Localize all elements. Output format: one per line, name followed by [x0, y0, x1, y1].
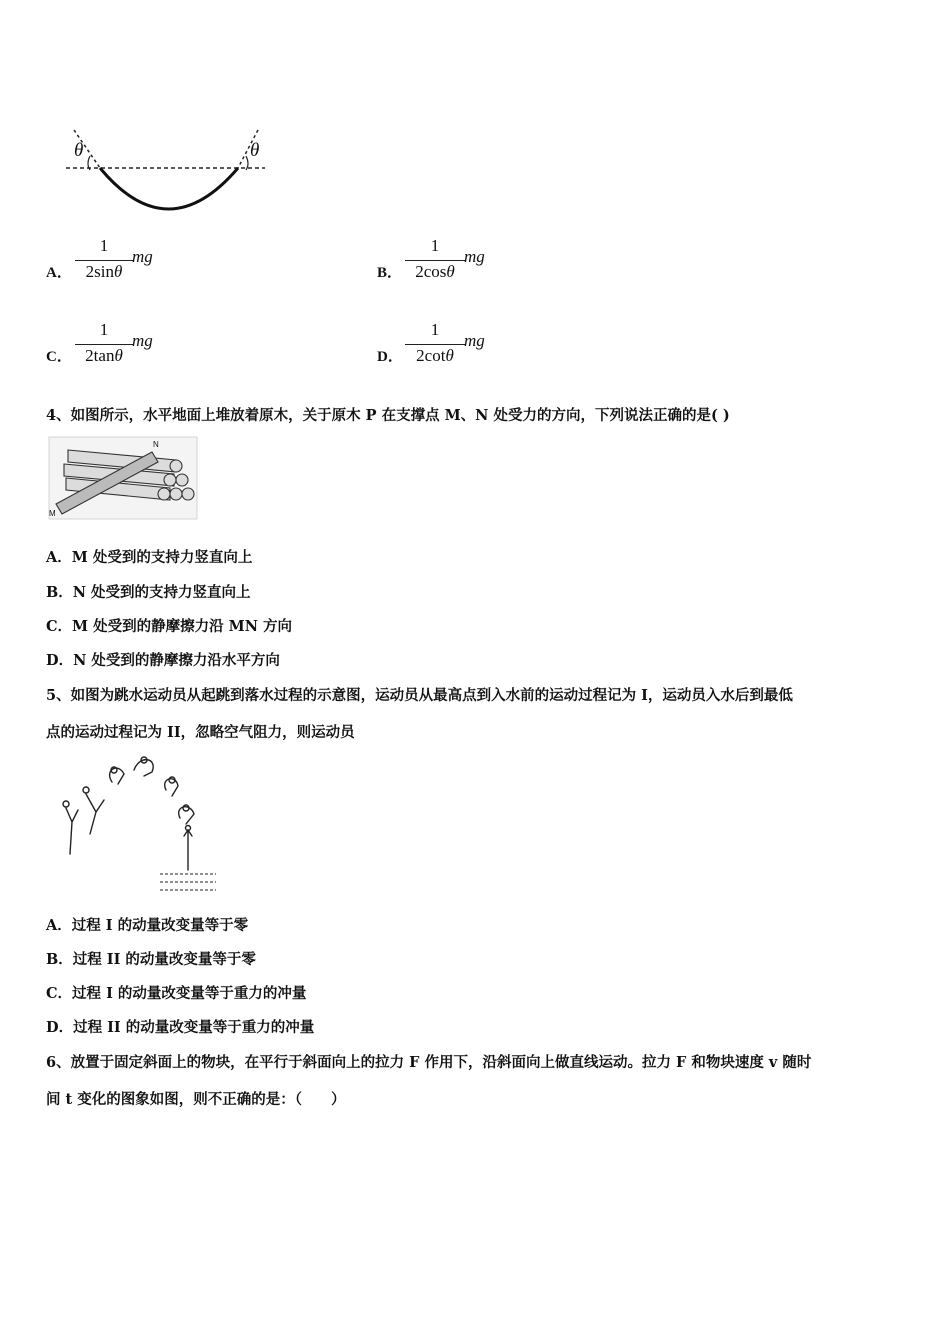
option-letter: C． [46, 349, 72, 365]
denominator: 2tanθ [85, 346, 123, 365]
denominator: 2sinθ [85, 262, 123, 281]
question-4-stem: 4、如图所示，水平地面上堆放着原木，关于原木 P 在支撑点 M、N 处受力的方向，下列说法正确的是( ) [46, 407, 730, 424]
q4-option-a[interactable]: A．M 处受到的支持力竖直向上 [46, 549, 253, 566]
question-6-stem-line1: 6、放置于固定斜面上的物块，在平行于斜面向上的拉力 F 作用下，沿斜面向上做直线运动。拉力 F 和物块速度 v 随时 [46, 1054, 812, 1071]
q5-option-a[interactable]: A．过程 I 的动量改变量等于零 [46, 917, 249, 934]
fraction [75, 320, 133, 368]
fraction-bar [405, 260, 465, 261]
numerator: 1 [430, 236, 440, 255]
numerator: 1 [99, 320, 109, 339]
option-letter: D． [377, 349, 403, 365]
numerator: 1 [99, 236, 109, 255]
option-suffix: mg [464, 331, 485, 350]
q4-option-b[interactable]: B．N 处受到的支持力竖直向上 [46, 584, 251, 601]
option-letter: B． [377, 265, 403, 281]
fraction-bar [75, 344, 133, 345]
angle-label-left: θ [74, 140, 84, 161]
diver-figure [48, 752, 218, 894]
option-letter: A． [46, 265, 72, 281]
option-suffix: mg [464, 247, 485, 266]
fraction [405, 320, 465, 368]
label-n: N [153, 440, 159, 449]
q5-option-d[interactable]: D．过程 II 的动量改变量等于重力的冲量 [46, 1019, 315, 1036]
logs-figure [48, 436, 198, 520]
fraction [75, 236, 133, 284]
fraction-bar [405, 344, 465, 345]
option-suffix: mg [132, 247, 153, 266]
angle-label-right: θ [250, 140, 260, 161]
q4-option-d[interactable]: D．N 处受到的静摩擦力沿水平方向 [46, 652, 280, 669]
option-suffix: mg [132, 331, 153, 350]
denominator: 2cotθ [416, 346, 454, 365]
q5-option-b[interactable]: B．过程 II 的动量改变量等于零 [46, 951, 256, 968]
question-6-stem-line2: 间 t 变化的图象如图，则不正确的是：（ ） [46, 1091, 346, 1108]
denominator: 2cosθ [415, 262, 455, 281]
q5-option-c[interactable]: C．过程 I 的动量改变量等于重力的冲量 [46, 985, 307, 1002]
fraction [405, 236, 465, 284]
question-5-stem-line2: 点的运动过程记为 II，忽略空气阻力，则运动员 [46, 724, 355, 741]
label-m: M [49, 509, 56, 518]
question-5-stem-line1: 5、如图为跳水运动员从起跳到落水过程的示意图，运动员从最高点到入水前的运动过程记为 I，运动员入水后到最低 [46, 687, 793, 704]
q4-option-c[interactable]: C．M 处受到的静摩擦力沿 MN 方向 [46, 618, 293, 635]
fraction-bar [75, 260, 133, 261]
hanging-rope-figure [60, 120, 280, 220]
numerator: 1 [430, 320, 440, 339]
